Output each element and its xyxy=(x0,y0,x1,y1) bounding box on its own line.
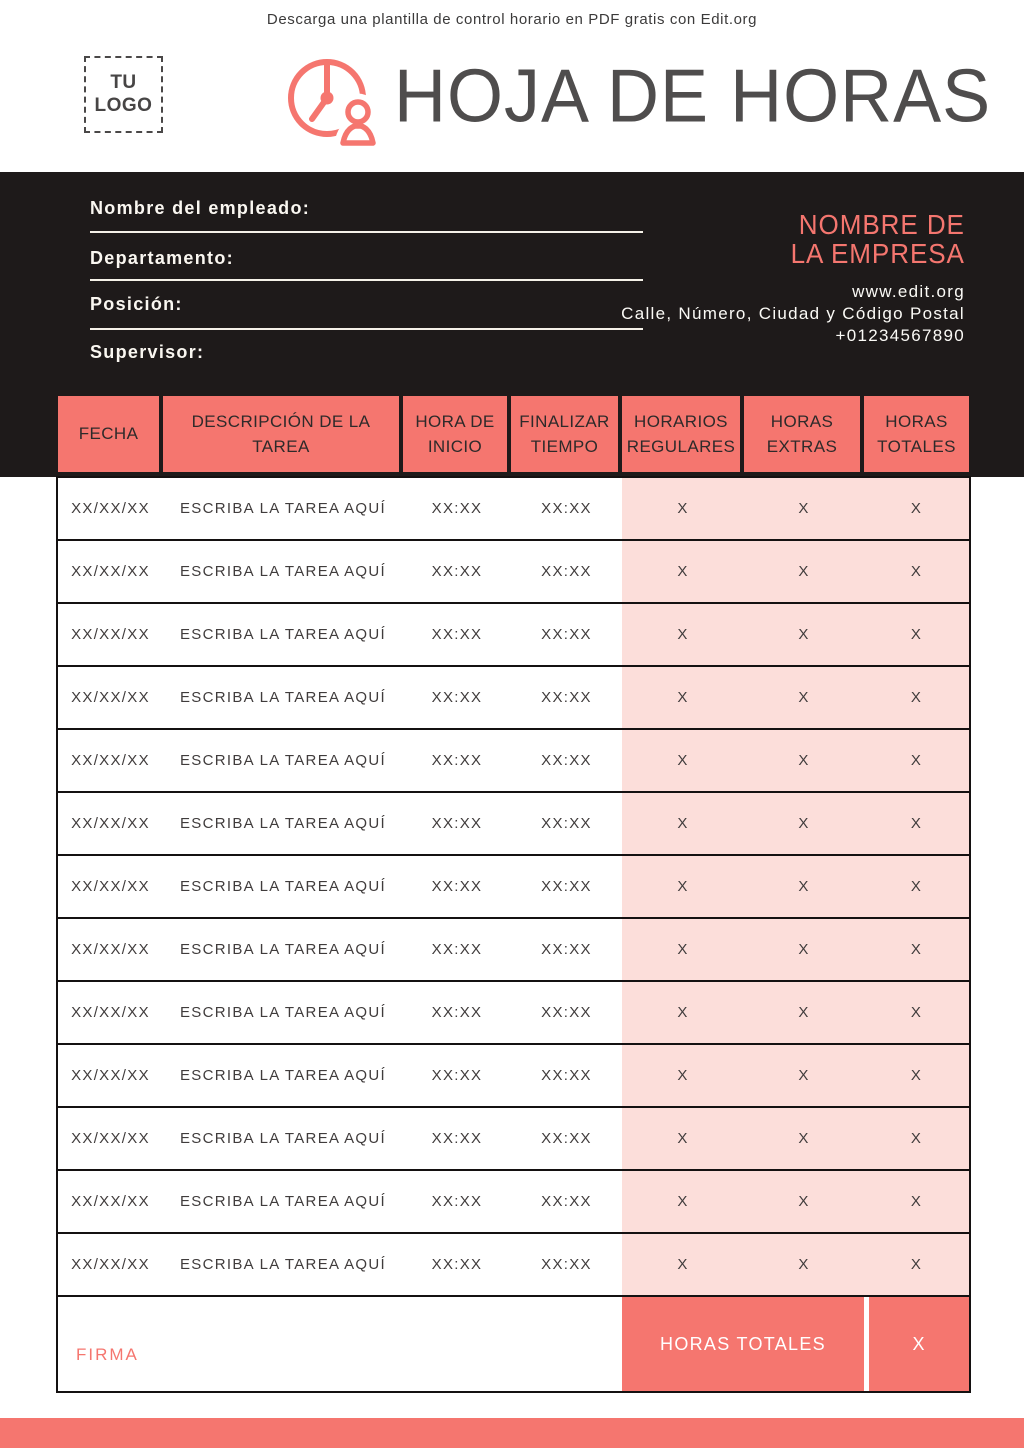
table-cell: XX:XX xyxy=(431,1130,483,1147)
table-cell: X xyxy=(864,982,969,1043)
table-cell: XX:XX xyxy=(541,626,592,643)
table-cell: X xyxy=(622,541,744,602)
page-title: HOJA DE HORAS xyxy=(394,55,992,139)
table-cell: X xyxy=(864,478,969,539)
table-cell: X xyxy=(622,478,744,539)
table-cell: ESCRIBA LA TAREA AQUÍ xyxy=(180,878,386,895)
department-field xyxy=(90,279,643,281)
table-cell: X xyxy=(744,793,864,854)
table-cell: X xyxy=(864,604,969,665)
table-cell: X xyxy=(622,919,744,980)
position-label: Posición: xyxy=(90,294,183,314)
table-cell: X xyxy=(864,667,969,728)
table-cell: X xyxy=(622,1108,744,1169)
table-cell: X xyxy=(744,982,864,1043)
table-cell: ESCRIBA LA TAREA AQUÍ xyxy=(180,1256,386,1273)
signature-cell xyxy=(58,1297,622,1391)
table-cell: X xyxy=(622,982,744,1043)
table-cell: X xyxy=(744,730,864,791)
table-row xyxy=(58,1234,969,1297)
table-cell: XX/XX/XX xyxy=(71,1004,150,1021)
table-cell: X xyxy=(864,1234,969,1295)
table-cell: X xyxy=(622,1171,744,1232)
company-name-line2: LA EMPRESA xyxy=(790,238,965,269)
logo-placeholder-line1: TU xyxy=(110,72,137,94)
supervisor-label: Supervisor: xyxy=(90,342,205,362)
table-cell: X xyxy=(744,1234,864,1295)
table-cell: X xyxy=(622,856,744,917)
logo-placeholder-line2: LOGO xyxy=(94,94,153,116)
table-cell: ESCRIBA LA TAREA AQUÍ xyxy=(180,752,386,769)
table-cell: ESCRIBA LA TAREA AQUÍ xyxy=(180,1004,386,1021)
table-row xyxy=(58,541,969,604)
table-cell: XX/XX/XX xyxy=(71,500,150,517)
table-cell: XX:XX xyxy=(431,815,483,832)
table-cell: X xyxy=(622,604,744,665)
total-hours-label-cell: HORAS TOTALES xyxy=(622,1297,864,1391)
clock-person-icon xyxy=(281,50,389,150)
page-tagline: Descarga una plantilla de control horario en PDF gratis con Edit.org xyxy=(266,11,758,28)
table-row xyxy=(58,919,969,982)
table-cell: XX/XX/XX xyxy=(71,626,150,643)
table-cell: XX/XX/XX xyxy=(71,689,150,706)
table-row xyxy=(58,730,969,793)
table-row xyxy=(58,982,969,1045)
table-cell: XX:XX xyxy=(541,500,592,517)
table-cell: X xyxy=(744,1045,864,1106)
table-cell: XX:XX xyxy=(431,941,483,958)
table-cell: XX:XX xyxy=(431,689,483,706)
table-cell: X xyxy=(744,541,864,602)
table-cell: ESCRIBA LA TAREA AQUÍ xyxy=(180,563,386,580)
table-cell: X xyxy=(864,1171,969,1232)
table-cell: XX/XX/XX xyxy=(71,878,150,895)
table-row xyxy=(58,604,969,667)
table-cell: X xyxy=(864,730,969,791)
company-phone: +01234567890 xyxy=(835,326,965,345)
timesheet-footer-row xyxy=(56,1297,971,1393)
table-cell: XX/XX/XX xyxy=(71,1256,150,1273)
table-cell: X xyxy=(864,856,969,917)
table-cell: ESCRIBA LA TAREA AQUÍ xyxy=(180,1067,386,1084)
table-row xyxy=(58,793,969,856)
table-row xyxy=(58,856,969,919)
table-cell: X xyxy=(622,1234,744,1295)
table-cell: X xyxy=(744,1171,864,1232)
table-cell: ESCRIBA LA TAREA AQUÍ xyxy=(180,1130,386,1147)
company-address: Calle, Número, Ciudad y Código Postal xyxy=(621,304,965,323)
table-cell: X xyxy=(622,1045,744,1106)
table-cell: ESCRIBA LA TAREA AQUÍ xyxy=(180,500,386,517)
table-cell: X xyxy=(744,1108,864,1169)
table-cell: XX:XX xyxy=(431,752,483,769)
table-cell: X xyxy=(864,793,969,854)
employee-name-field xyxy=(90,231,643,233)
table-cell: X xyxy=(744,919,864,980)
table-cell: X xyxy=(864,541,969,602)
table-cell: ESCRIBA LA TAREA AQUÍ xyxy=(180,689,386,706)
table-cell: X xyxy=(622,730,744,791)
column-header-descripcion: DESCRIPCIÓN DE LA TAREA xyxy=(163,396,403,472)
table-cell: XX/XX/XX xyxy=(71,1130,150,1147)
table-cell: ESCRIBA LA TAREA AQUÍ xyxy=(180,1193,386,1210)
table-cell: X xyxy=(864,919,969,980)
table-cell: XX:XX xyxy=(431,500,483,517)
table-row xyxy=(58,1171,969,1234)
table-cell: XX:XX xyxy=(431,878,483,895)
table-cell: XX:XX xyxy=(541,689,592,706)
table-cell: XX:XX xyxy=(541,752,592,769)
table-cell: XX/XX/XX xyxy=(71,1067,150,1084)
table-row xyxy=(58,1108,969,1171)
table-cell: X xyxy=(622,667,744,728)
employee-name-label: Nombre del empleado: xyxy=(90,198,311,218)
table-cell: X xyxy=(744,478,864,539)
table-cell: XX:XX xyxy=(541,815,592,832)
department-label: Departamento: xyxy=(90,248,234,268)
column-header-fecha: FECHA xyxy=(58,396,163,472)
table-cell: XX/XX/XX xyxy=(71,563,150,580)
table-cell: XX:XX xyxy=(541,941,592,958)
column-header-hora-inicio: HORA DE INICIO xyxy=(403,396,511,472)
timesheet-header-row xyxy=(58,396,969,476)
table-cell: X xyxy=(864,1045,969,1106)
table-cell: XX:XX xyxy=(541,1130,592,1147)
timesheet-table xyxy=(56,396,971,1393)
table-cell: XX/XX/XX xyxy=(71,1193,150,1210)
table-cell: ESCRIBA LA TAREA AQUÍ xyxy=(180,941,386,958)
table-cell: XX:XX xyxy=(431,1193,483,1210)
column-header-horas-extras: HORAS EXTRAS xyxy=(744,396,864,472)
table-cell: XX:XX xyxy=(431,1256,483,1273)
company-info-block xyxy=(621,210,965,347)
table-cell: X xyxy=(744,604,864,665)
column-header-finalizar-tiempo: FINALIZAR TIEMPO xyxy=(511,396,622,472)
table-cell: XX:XX xyxy=(541,1256,592,1273)
company-name-line1: NOMBRE DE xyxy=(798,209,965,240)
table-cell: XX:XX xyxy=(431,1067,483,1084)
table-cell: XX:XX xyxy=(541,878,592,895)
table-cell: XX:XX xyxy=(541,1193,592,1210)
table-cell: ESCRIBA LA TAREA AQUÍ xyxy=(180,815,386,832)
table-cell: XX:XX xyxy=(431,1004,483,1021)
table-cell: XX/XX/XX xyxy=(71,752,150,769)
table-cell: XX:XX xyxy=(541,1004,592,1021)
signature-label: FIRMA xyxy=(76,1345,139,1364)
total-hours-value-cell: X xyxy=(869,1297,969,1391)
column-header-horas-totales: HORAS TOTALES xyxy=(864,396,969,472)
table-cell: XX:XX xyxy=(431,563,483,580)
position-field xyxy=(90,328,643,330)
timesheet-body xyxy=(56,476,971,1297)
page-footer-bar xyxy=(0,1418,1024,1448)
column-header-horarios-regulares: HORARIOS REGULARES xyxy=(622,396,744,472)
table-cell: X xyxy=(744,667,864,728)
table-cell: XX/XX/XX xyxy=(71,941,150,958)
table-cell: X xyxy=(744,856,864,917)
table-cell: XX:XX xyxy=(431,626,483,643)
table-cell: XX:XX xyxy=(541,563,592,580)
table-cell: X xyxy=(622,793,744,854)
logo-placeholder xyxy=(84,56,163,133)
table-row xyxy=(58,478,969,541)
table-cell: ESCRIBA LA TAREA AQUÍ xyxy=(180,626,386,643)
table-cell: XX/XX/XX xyxy=(71,815,150,832)
table-row xyxy=(58,667,969,730)
table-row xyxy=(58,1045,969,1108)
company-website: www.edit.org xyxy=(852,282,965,301)
table-cell: X xyxy=(864,1108,969,1169)
table-cell: XX:XX xyxy=(541,1067,592,1084)
